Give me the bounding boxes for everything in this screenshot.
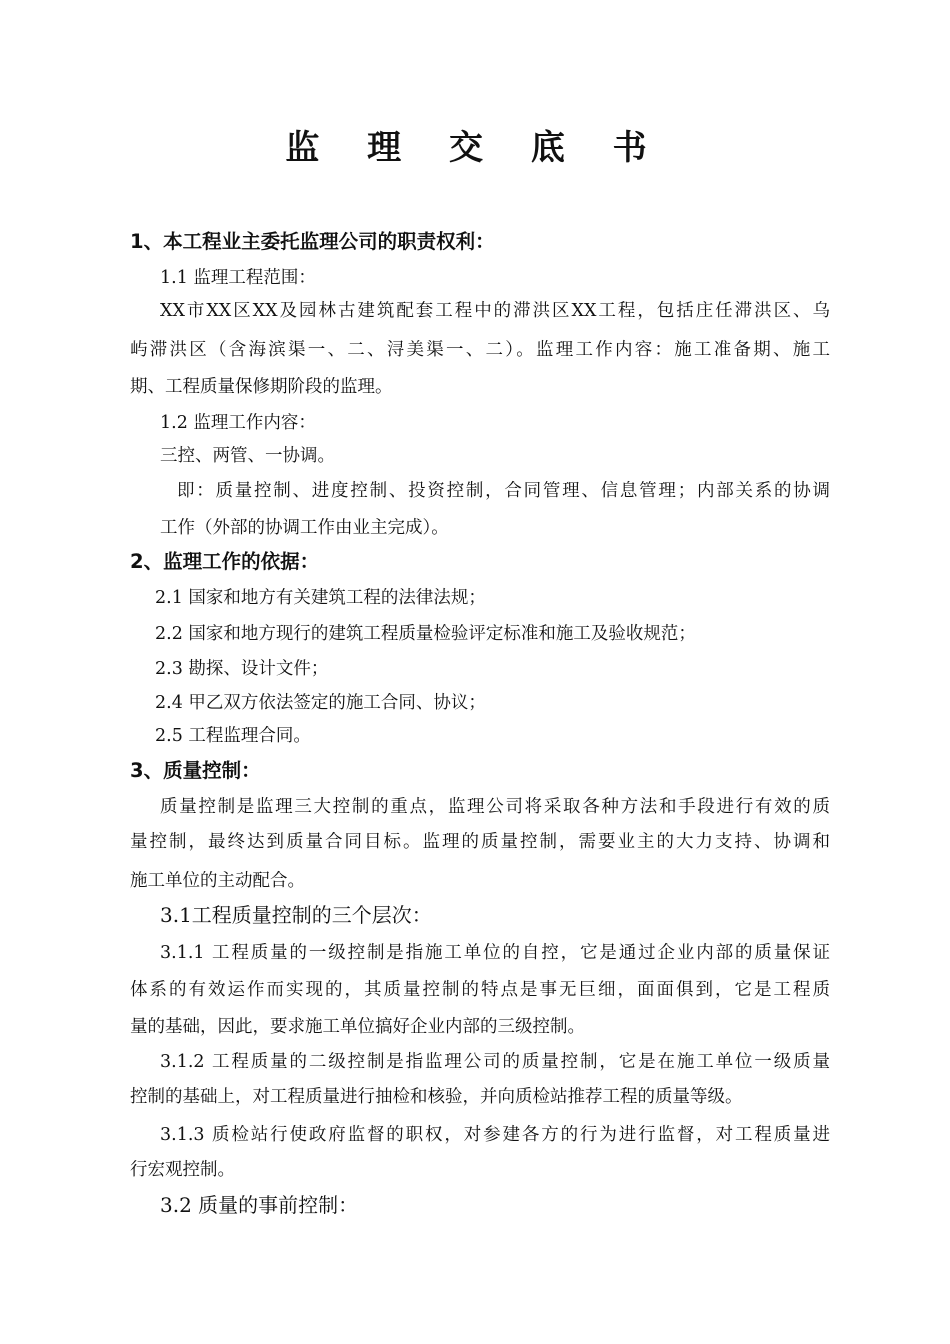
- section-3-1-2-paragraph-line: 3.1.2 工程质量的二级控制是指监理公司的质量控制，它是在施工单位一级质量: [160, 1052, 830, 1072]
- list-item: 2.2 国家和地方现行的建筑工程质量检验评定标准和施工及验收规范；: [155, 624, 696, 644]
- list-item: 2.4 甲乙双方依法签定的施工合同、协议；: [155, 693, 486, 713]
- section-1-1-paragraph-line: 期、工程质量保修期阶段的监理。: [130, 377, 393, 397]
- section-2-heading: 2、监理工作的依据：: [130, 550, 320, 573]
- section-1-1-label: 1.1 监理工程范围：: [160, 268, 316, 288]
- document-title: 监 理 交 底 书: [285, 128, 665, 168]
- section-1-heading: 1、本工程业主委托监理公司的职责权利：: [130, 230, 495, 253]
- section-3-1-3-paragraph-line: 行宏观控制。: [130, 1160, 235, 1180]
- section-3-paragraph-line: 质量控制是监理三大控制的重点，监理公司将采取各种方法和手段进行有效的质: [160, 797, 830, 817]
- section-1-1-paragraph-line: XX市XX区XX及园林古建筑配套工程中的滞洪区XX工程，包括庄任滞洪区、乌: [160, 301, 830, 321]
- list-item: 2.1 国家和地方有关建筑工程的法律法规；: [155, 588, 486, 608]
- section-3-1-2-paragraph-line: 控制的基础上，对工程质量进行抽检和核验，并向质检站推荐工程的质量等级。: [130, 1087, 743, 1107]
- section-1-2-paragraph-line: 三控、两管、一协调。: [160, 446, 335, 466]
- section-3-1-1-paragraph-line: 3.1.1 工程质量的一级控制是指施工单位的自控，它是通过企业内部的质量保证: [160, 943, 830, 963]
- section-3-2-heading: 3.2 质量的事前控制：: [160, 1193, 359, 1217]
- list-item: 2.3 勘探、设计文件；: [155, 659, 329, 679]
- section-3-1-1-paragraph-line: 体系的有效运作而实现的，其质量控制的特点是事无巨细，面面俱到，它是工程质: [130, 980, 830, 1000]
- section-3-paragraph-line: 量控制，最终达到质量合同目标。监理的质量控制，需要业主的大力支持、协调和: [130, 832, 830, 852]
- section-3-paragraph-line: 施工单位的主动配合。: [130, 871, 305, 891]
- section-1-2-paragraph-line: 即：质量控制、进度控制、投资控制，合同管理、信息管理；内部关系的协调: [177, 481, 830, 501]
- section-3-1-1-paragraph-line: 量的基础，因此，要求施工单位搞好企业内部的三级控制。: [130, 1017, 585, 1037]
- section-3-1-3-paragraph-line: 3.1.3 质检站行使政府监督的职权，对参建各方的行为进行监督，对工程质量进: [160, 1125, 830, 1145]
- section-3-heading: 3、质量控制：: [130, 759, 261, 782]
- section-1-2-paragraph-line: 工作（外部的协调工作由业主完成）。: [160, 518, 449, 538]
- section-3-1-heading: 3.1工程质量控制的三个层次：: [160, 903, 432, 927]
- list-item: 2.5 工程监理合同。: [155, 726, 311, 746]
- section-1-2-label: 1.2 监理工作内容：: [160, 413, 316, 433]
- section-1-1-paragraph-line: 屿滞洪区（含海滨渠一、二、浔美渠一、二）。监理工作内容：施工准备期、施工: [130, 340, 830, 360]
